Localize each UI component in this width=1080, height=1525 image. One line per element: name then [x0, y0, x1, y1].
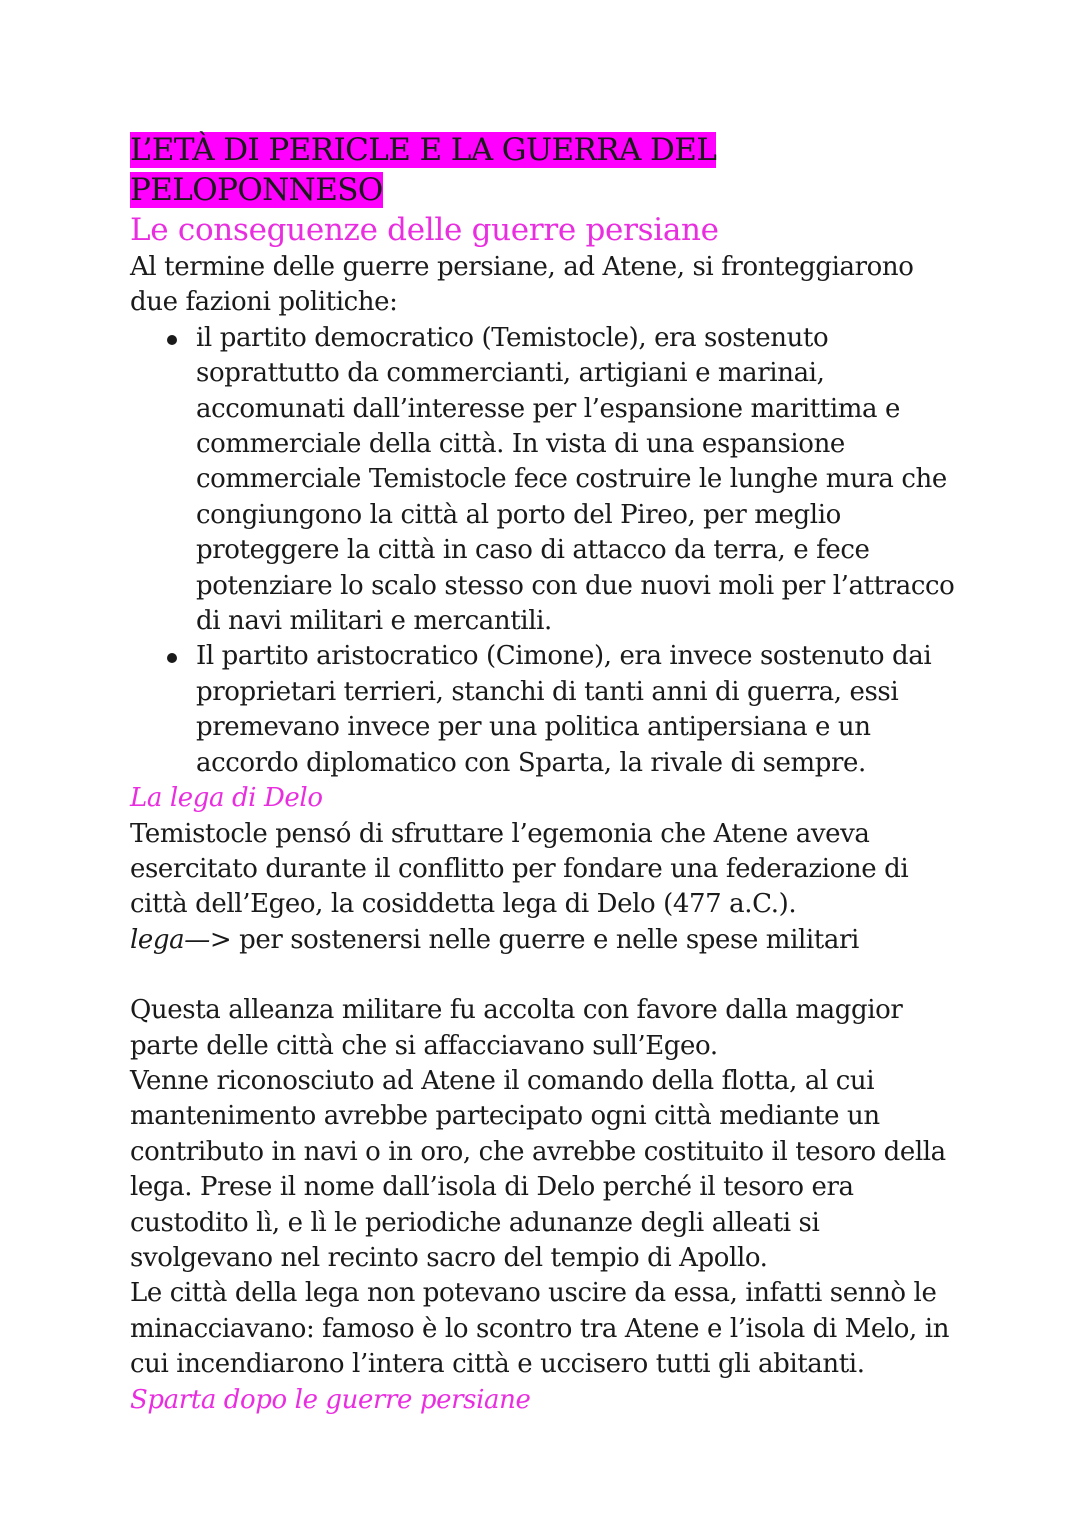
- lega-definition-text: per sostenersi nelle guerre e nelle spese militari: [231, 924, 859, 955]
- subheading-sparta: Sparta dopo le guerre persiane: [130, 1384, 531, 1415]
- section-title-conseguenze: Le conseguenze delle guerre persiane: [130, 212, 719, 248]
- alliance-paragraph-3: Le città della lega non potevano uscire da essa, infatti sennò le minacciavano: famoso è lo scontro tra Atene e l’isola di Melo, in cui incendiarono l’intera città e uccisero tutti gli abitanti.: [130, 1278, 950, 1380]
- alliance-paragraph-2: Venne riconosciuto ad Atene il comando della flotta, al cui mantenimento avrebbe partecipato ogni città mediante un contributo in navi o in oro, che avrebbe costituito il tesoro della lega. Prese il nome dall’isola di Delo perché il tesoro era custodito lì, e lì le periodiche adunanze degli alleati si svolgevano nel recinto sacro del tempio di Apollo.: [130, 1065, 946, 1273]
- document-page: [130, 130, 960, 1418]
- subheading-lega-di-delo: La lega di Delo: [130, 783, 323, 814]
- lega-definition: [130, 923, 960, 958]
- lega-term: lega—>: [130, 924, 232, 955]
- alliance-paragraph-1: Questa alleanza militare fu accolta con favore dalla maggior parte delle città che si affacciavano sull’Egeo.: [130, 995, 903, 1061]
- delo-paragraph: Temistocle pensó di sfruttare l’egemonia che Atene aveva esercitato durante il conflitto per fondare una federazione di città dell’Egeo, la cosiddetta lega di Delo (477 a.C.).: [130, 818, 909, 920]
- list-item: Il partito aristocratico (Cimone), era invece sostenuto dai proprietari terrieri, stanchi di tanti anni di guerra, essi premevano invece per una politica antipersiana e un accordo diplomatico con Sparta, la rivale di sempre.: [130, 639, 960, 781]
- paragraph-gap: [130, 958, 960, 993]
- intro-paragraph: Al termine delle guerre persiane, ad Atene, si fronteggiarono due fazioni politiche:: [130, 252, 914, 318]
- main-title-line-1: L’ETÀ DI PERICLE E LA GUERRA DEL: [130, 132, 717, 168]
- main-title-line-2: PELOPONNESO: [130, 172, 383, 208]
- list-item: il partito democratico (Temistocle), era sostenuto soprattutto da commercianti, artigiani e marinai, accomunati dall’interesse per l’espansione marittima e commerciale della città. In vista di una espansione commerciale Temistocle fece costruire le lunghe mura che congiungono la città al porto del Pireo, per meglio proteggere la città in caso di attacco da terra, e fece potenziare lo scalo stesso con due nuovi moli per l’attracco di navi militari e mercantili.: [130, 321, 960, 640]
- main-title: [130, 130, 960, 210]
- factions-list: [130, 321, 960, 781]
